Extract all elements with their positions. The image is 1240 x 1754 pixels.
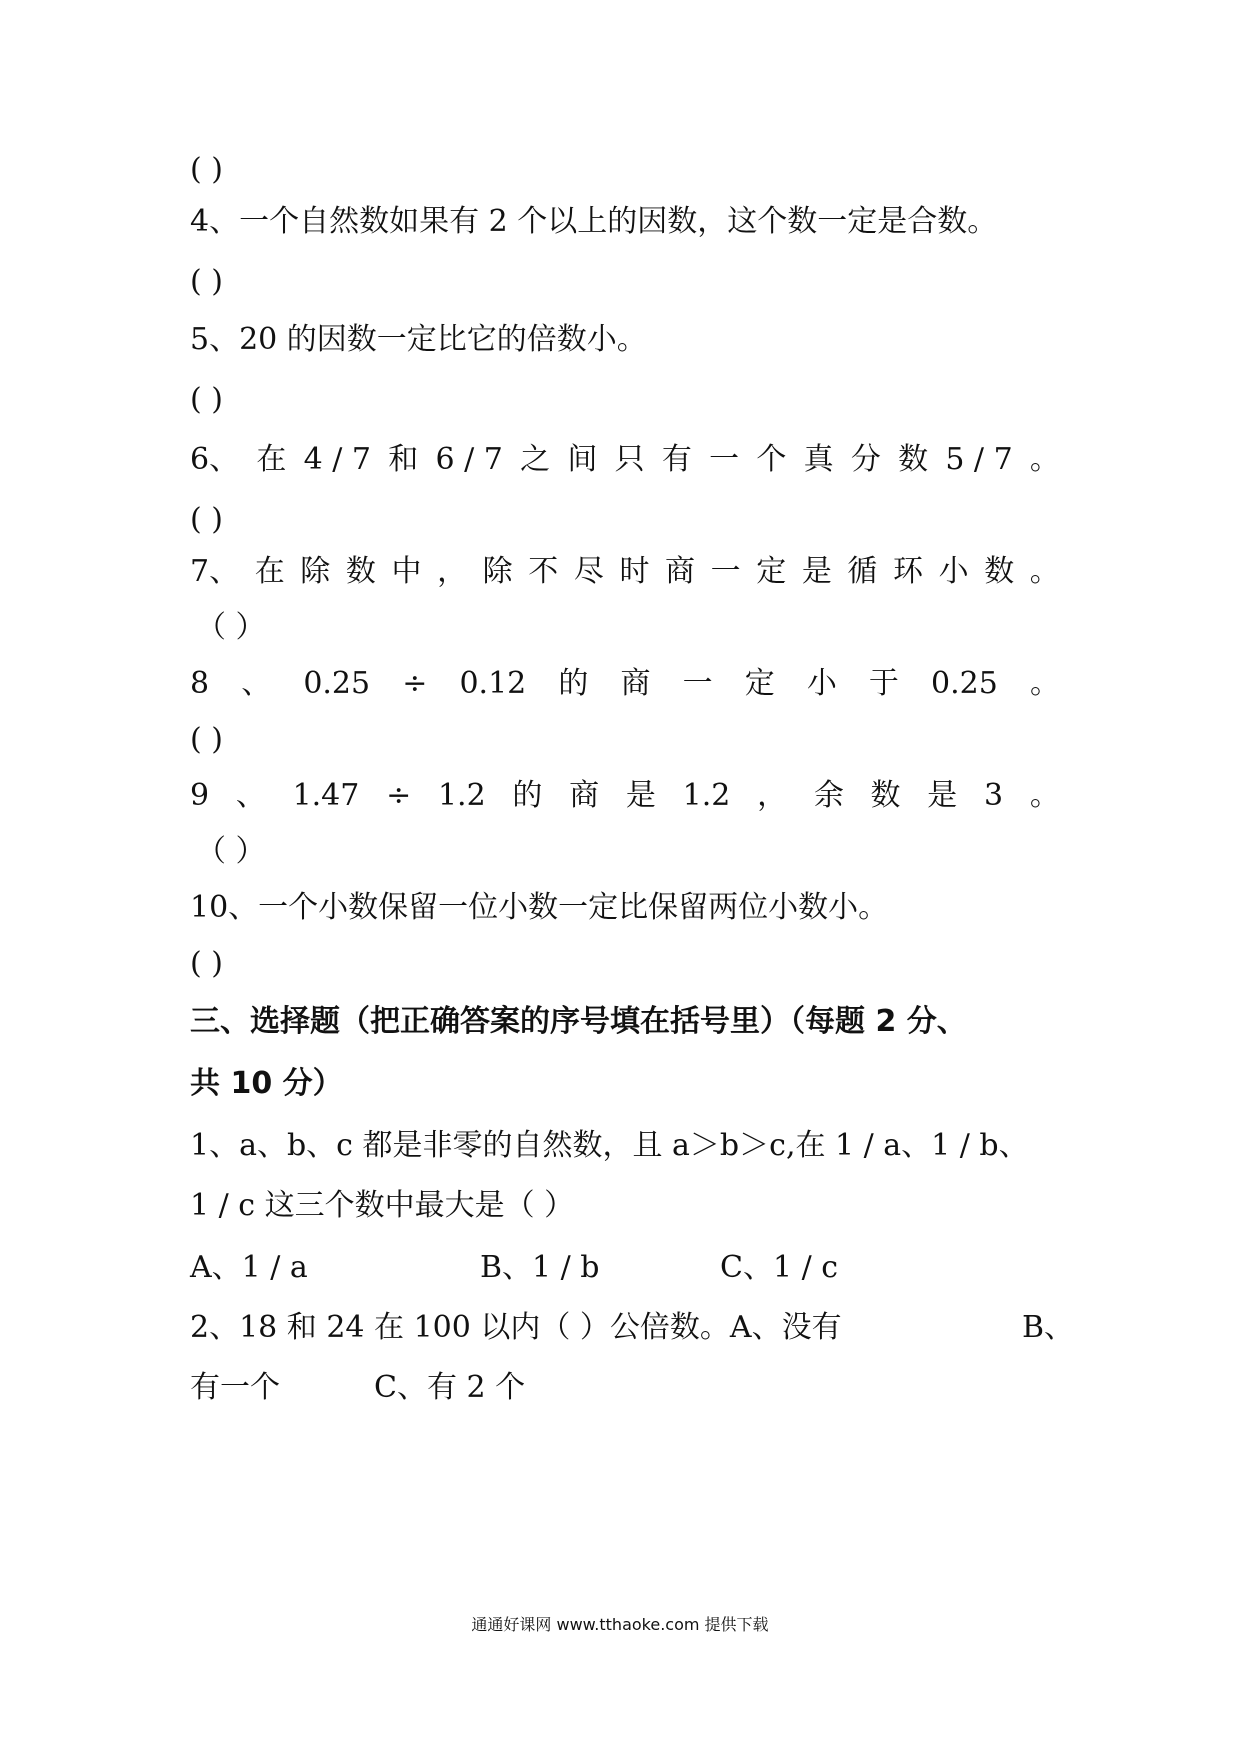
answer-blank-6[interactable]: ( )	[190, 502, 223, 537]
question-7: 7、 在 除 数 中 ， 除 不 尽 时 商 一 定 是 循 环 小 数 。	[190, 554, 1060, 589]
answer-blank-4[interactable]: ( )	[190, 264, 223, 299]
answer-blank-5[interactable]: ( )	[190, 382, 223, 417]
footer-watermark: 通通好课网 www.tthaoke.com 提供下载	[471, 1615, 769, 1634]
question-5: 5、20 的因数一定比它的倍数小。	[190, 322, 647, 357]
choice-question-2-line-1: 2、18 和 24 在 100 以内（ ）公倍数。A、没有	[190, 1310, 842, 1345]
choice-2-option-b[interactable]: B、	[1022, 1310, 1075, 1345]
choice-2-option-c[interactable]: C、有 2 个	[374, 1370, 526, 1405]
answer-blank-8[interactable]: ( )	[190, 722, 223, 757]
choice-1-option-b[interactable]: B、1 / b	[480, 1250, 600, 1285]
question-9: 9 、 1.47 ÷ 1.2 的 商 是 1.2 ， 余 数 是 3 。	[190, 778, 1060, 813]
answer-blank-10[interactable]: ( )	[190, 946, 223, 981]
question-10: 10、一个小数保留一位小数一定比保留两位小数小。	[190, 890, 889, 925]
choice-question-1-line-2: 1 / c 这三个数中最大是（ ）	[190, 1188, 575, 1223]
choice-1-option-c[interactable]: C、1 / c	[720, 1250, 839, 1285]
section-3-heading-line-2: 共 10 分）	[190, 1066, 343, 1101]
section-3-heading-line-1: 三、选择题（把正确答案的序号填在括号里）（每题 2 分、	[190, 1004, 967, 1039]
answer-blank-3[interactable]: ( )	[190, 152, 223, 187]
question-6: 6、 在 4 / 7 和 6 / 7 之 间 只 有 一 个 真 分 数 5 / 7 。	[190, 442, 1060, 477]
answer-blank-9[interactable]: （ ）	[196, 834, 266, 869]
question-4: 4、一个自然数如果有 2 个以上的因数，这个数一定是合数。	[190, 204, 998, 239]
choice-question-1-line-1: 1、a、b、c 都是非零的自然数，且 a＞b＞c,在 1 / a、1 / b、	[190, 1128, 1029, 1163]
choice-2-option-b-text: 有一个	[190, 1370, 280, 1405]
question-8: 8 、 0.25 ÷ 0.12 的 商 一 定 小 于 0.25 。	[190, 666, 1060, 701]
answer-blank-7[interactable]: （ ）	[196, 610, 266, 645]
choice-1-option-a[interactable]: A、1 / a	[190, 1250, 308, 1285]
